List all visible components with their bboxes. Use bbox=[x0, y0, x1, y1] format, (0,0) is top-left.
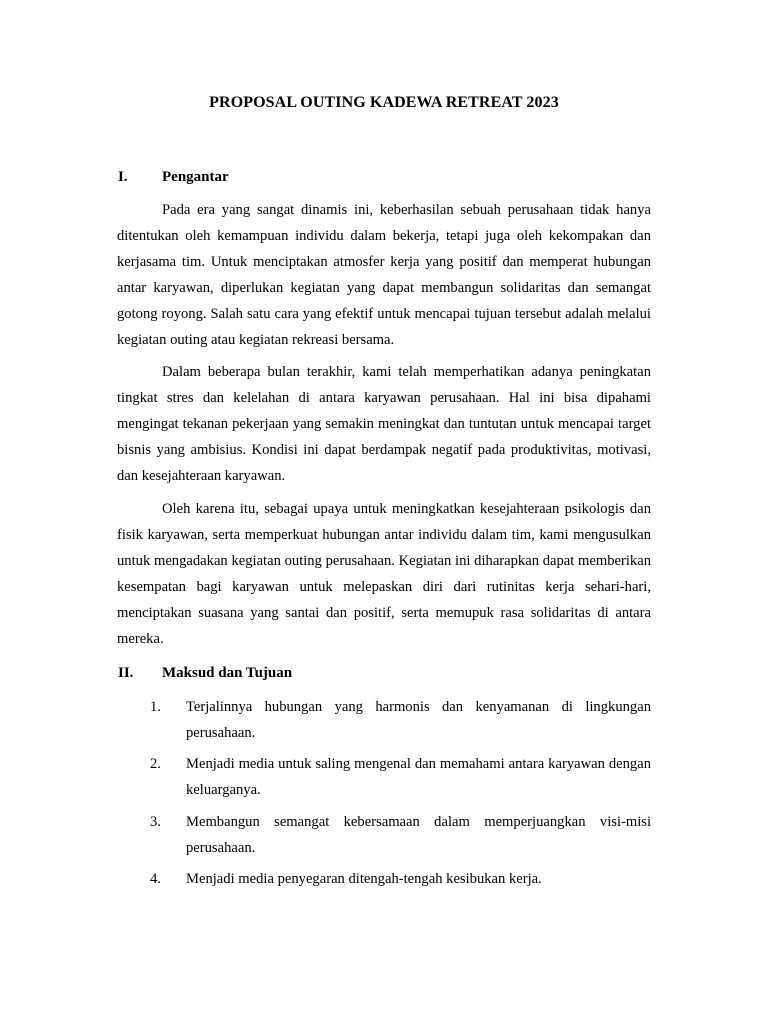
list-item-text: Menjadi media penyegaran ditengah-tengah kesibukan kerja. bbox=[186, 871, 542, 887]
list-marker: 3. bbox=[150, 814, 161, 830]
document-title: PROPOSAL OUTING KADEWA RETREAT 2023 bbox=[209, 94, 559, 111]
list-item bbox=[150, 751, 651, 803]
paragraph: Pada era yang sangat dinamis ini, keberhasilan sebuah perusahaan tidak hanya ditentukan oleh kemampuan individu dalam bekerja, tetapi juga oleh kekompakan dan kerjasama tim. Untuk menciptakan atmosfer kerja yang positif dan memperat hubungan antar karyawan, diperlukan kegiatan yang dapat membangun solidaritas dan semangat gotong royong. Salah satu cara yang efektif untuk mencapai tujuan tersebut adalah melalui kegiatan outing atau kegiatan rekreasi bersama. bbox=[117, 202, 651, 348]
list-marker: 1. bbox=[150, 699, 161, 715]
list-marker: 2. bbox=[150, 756, 161, 772]
section-title: Pengantar bbox=[162, 169, 229, 185]
paragraph: Oleh karena itu, sebagai upaya untuk meningkatkan kesejahteraan psikologis dan fisik karyawan, serta memperkuat hubungan antar individu dalam tim, kami mengusulkan untuk mengadakan kegiatan outing perusahaan. Kegiatan ini diharapkan dapat memberikan kesempatan bagi karyawan untuk melepaskan diri dari rutinitas kerja sehari-hari, menciptakan suasana yang santai dan positif, serta memupuk rasa solidaritas di antara mereka. bbox=[117, 501, 651, 647]
list-item bbox=[150, 694, 651, 746]
list-item bbox=[150, 809, 651, 861]
list-item bbox=[150, 866, 651, 892]
section-number: II. bbox=[118, 665, 134, 681]
list-item-text: Membangun semangat kebersamaan dalam memperjuangkan visi-misi perusahaan. bbox=[186, 814, 651, 856]
section-number: I. bbox=[118, 169, 128, 185]
list-item-text: Menjadi media untuk saling mengenal dan memahami antara karyawan dengan keluarganya. bbox=[186, 756, 651, 798]
list-marker: 4. bbox=[150, 871, 161, 887]
list-item-text: Terjalinnya hubungan yang harmonis dan kenyamanan di lingkungan perusahaan. bbox=[186, 699, 651, 741]
section-title: Maksud dan Tujuan bbox=[162, 665, 293, 681]
paragraph: Dalam beberapa bulan terakhir, kami telah memperhatikan adanya peningkatan tingkat stres dan kelelahan di antara karyawan perusahaan. Hal ini bisa dipahami mengingat tekanan pekerjaan yang semakin meningkat dan tuntutan untuk mencapai target bisnis yang ambisius. Kondisi ini dapat berdampak negatif pada produktivitas, motivasi, dan kesejahteraan karyawan. bbox=[117, 364, 651, 484]
